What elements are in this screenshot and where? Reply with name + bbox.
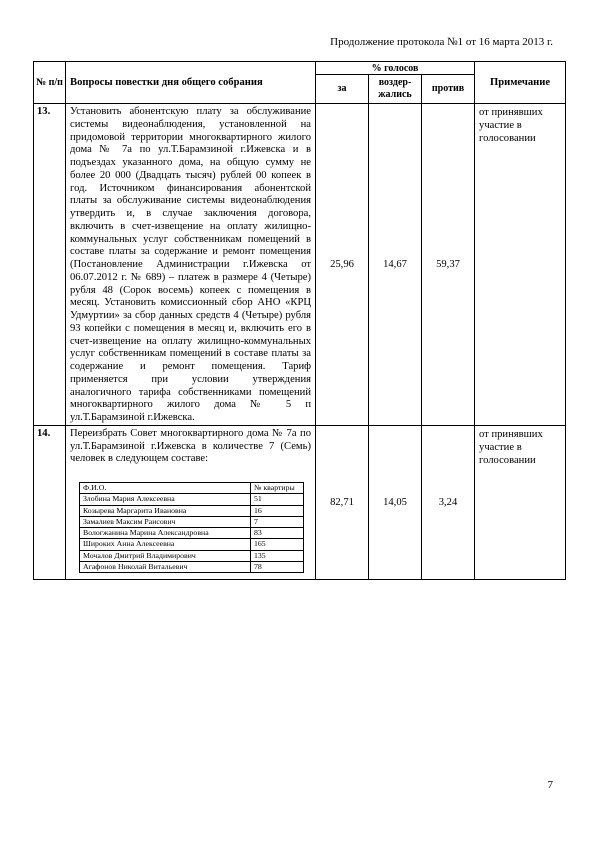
members-col-header-apartment: № квартиры: [251, 483, 304, 494]
row-question-text: Установить абонентскую плату за обслуживание системы видеонаблюдения, установленной на придомовой территории многоквартирного жилого дома № 7а по ул.Т.Барамзиной г.Ижевска и в подъездах указанного дома, на общую сумму не более 20 000 (Двадцать тысяч) рублей 00 копеек в год. Источником финансирования абонентской платы за обслуживание системы видеонаблюдения утвердить и, в случае заключения договора, включить в счет-извещение на оплату жилищно-коммунальных услуг собственникам помещений в составе платы за содержание и ремонт помещения (Постановление Администрации г.Ижевска от 06.07.2012 г. № 689) – платеж в размере 4 (Четыре) рубля 48 (Сорок восемь) копеек с помещения в месяц. Установить комиссионный сбор АНО «КРЦ Удмуртии» за сбор данных средств 4 (Четыре) рубля 93 копейки с помещения в месяц и, включить его в счет-извещение на оплату жилищно-коммунальных услуг собственникам помещений в составе платы за содержание и ремонт помещения. Тариф применяется при условии утверждения аналогичного тарифа собственниками помещений многоквартирного жилого дома № 5 п ул.Т.Барамзиной г.Ижевска.: [66, 104, 316, 426]
member-apartment: 51: [251, 494, 304, 505]
member-apartment: 165: [251, 539, 304, 550]
member-name: Агафонов Николай Витальевич: [80, 562, 251, 573]
vote-abstained-value: 14,05: [369, 425, 422, 580]
member-name: Вологжанина Марина Александровна: [80, 528, 251, 539]
member-row: [80, 539, 304, 550]
members-col-header-name: Ф.И.О.: [80, 483, 251, 494]
protocol-continuation-header: Продолжение протокола №1 от 16 марта 2013 г.: [330, 36, 553, 48]
member-row: [80, 516, 304, 527]
member-apartment: 7: [251, 516, 304, 527]
member-name: Широких Анна Алексеевна: [80, 539, 251, 550]
member-apartment: 78: [251, 562, 304, 573]
council-members-table: [79, 482, 304, 573]
row-number: 14.: [34, 425, 66, 580]
member-name: Козырева Маргарита Ивановна: [80, 505, 251, 516]
page-number: 7: [547, 779, 553, 791]
vote-for-value: 25,96: [316, 104, 369, 426]
agenda-votes-table: [33, 61, 566, 580]
row-note: от принявших участие в голосовании: [475, 104, 566, 426]
col-header-number: № п/п: [34, 62, 66, 104]
table-row: [34, 104, 566, 426]
member-name: Замалиев Максим Раисович: [80, 516, 251, 527]
row-question-cell: [66, 425, 316, 580]
vote-for-value: 82,71: [316, 425, 369, 580]
row-question-text: Переизбрать Совет многоквартирного дома № 7а по ул.Т.Барамзиной г.Ижевска в количестве 7 (Семь) человек в следующем составе:: [70, 427, 311, 465]
member-row: [80, 562, 304, 573]
member-row: [80, 505, 304, 516]
col-header-abstained: воздер-жались: [369, 75, 422, 104]
col-header-votes-percent: % голосов: [316, 62, 475, 75]
member-row: [80, 528, 304, 539]
col-header-for: за: [316, 75, 369, 104]
member-name: Злобина Мария Алексеевна: [80, 494, 251, 505]
vote-abstained-value: 14,67: [369, 104, 422, 426]
vote-against-value: 59,37: [422, 104, 475, 426]
col-header-against: против: [422, 75, 475, 104]
member-row: [80, 494, 304, 505]
col-header-question: Вопросы повестки дня общего собрания: [66, 62, 316, 104]
member-apartment: 16: [251, 505, 304, 516]
vote-against-value: 3,24: [422, 425, 475, 580]
table-row: [34, 425, 566, 580]
row-note: от принявших участие в голосовании: [475, 425, 566, 580]
member-apartment: 135: [251, 550, 304, 561]
member-apartment: 83: [251, 528, 304, 539]
row-number: 13.: [34, 104, 66, 426]
col-header-note: Примечание: [475, 62, 566, 104]
member-row: [80, 550, 304, 561]
member-name: Мочалов Дмитрий Владимирович: [80, 550, 251, 561]
